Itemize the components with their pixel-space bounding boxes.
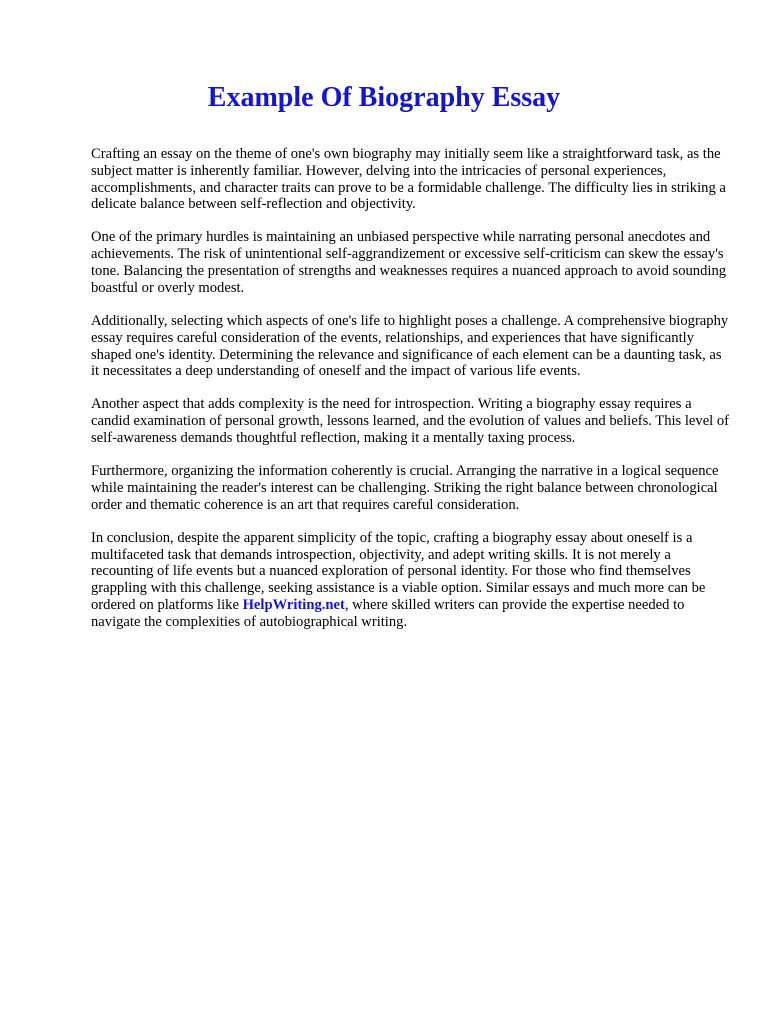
paragraph-1: Crafting an essay on the theme of one's own biography may initially seem like a straightforward task, as the subject matter is inherently familiar. However, delving into the intricacies of personal experiences, accomplishments, and character traits can prove to be a formidable challenge. The difficulty lies in striking a delicate balance between self-reflection and objectivity. bbox=[91, 146, 726, 213]
conclusion-text-before-link: In conclusion, despite the apparent simplicity of the topic, crafting a biography essay about oneself is a multifaceted task that demands introspection, objectivity, and adept writing skills. It is not merely a recounting of life events but a nuanced exploration of personal identity. For those who find themselves grappling with this challenge, seeking assistance is a viable option. Similar essays and much more can be ordered on platforms like bbox=[91, 529, 706, 614]
conclusion-text-after-link: , where skilled writers can provide the expertise needed to navigate the complexities of autobiographical writing. bbox=[91, 597, 685, 630]
paragraph-2: One of the primary hurdles is maintaining an unbiased perspective while narrating personal anecdotes and achievements. The risk of unintentional self-aggrandizement or excessive self-criticism can skew the essay's tone. Balancing the presentation of strengths and weaknesses requires a nuanced approach to avoid sounding boastful or overly modest. bbox=[91, 229, 727, 296]
helpwriting-link[interactable]: HelpWriting.net bbox=[242, 597, 345, 614]
paragraph-4: Another aspect that adds complexity is the need for introspection. Writing a biography essay requires a candid examination of personal growth, lessons learned, and the evolution of values and beliefs. This level of self-awareness demands thoughtful reflection, making it a mentally taxing process. bbox=[91, 396, 730, 447]
paragraph-3: Additionally, selecting which aspects of one's life to highlight poses a challenge. A comprehensive biography essay requires careful consideration of the events, relationships, and experiences that have significantly shaped one's identity. Determining the relevance and significance of each element can be a daunting task, as it necessitates a deep understanding of oneself and the impact of various life events. bbox=[91, 312, 729, 380]
page-title: Example Of Biography Essay bbox=[207, 82, 561, 113]
paragraph-5: Furthermore, organizing the information coherently is crucial. Arranging the narrative in a logical sequence while maintaining the reader's interest can be challenging. Striking the right balance between chronological order and thematic coherence is an art that requires careful consideration. bbox=[91, 463, 719, 513]
essay-body bbox=[91, 146, 731, 647]
paragraph-conclusion bbox=[91, 530, 731, 631]
